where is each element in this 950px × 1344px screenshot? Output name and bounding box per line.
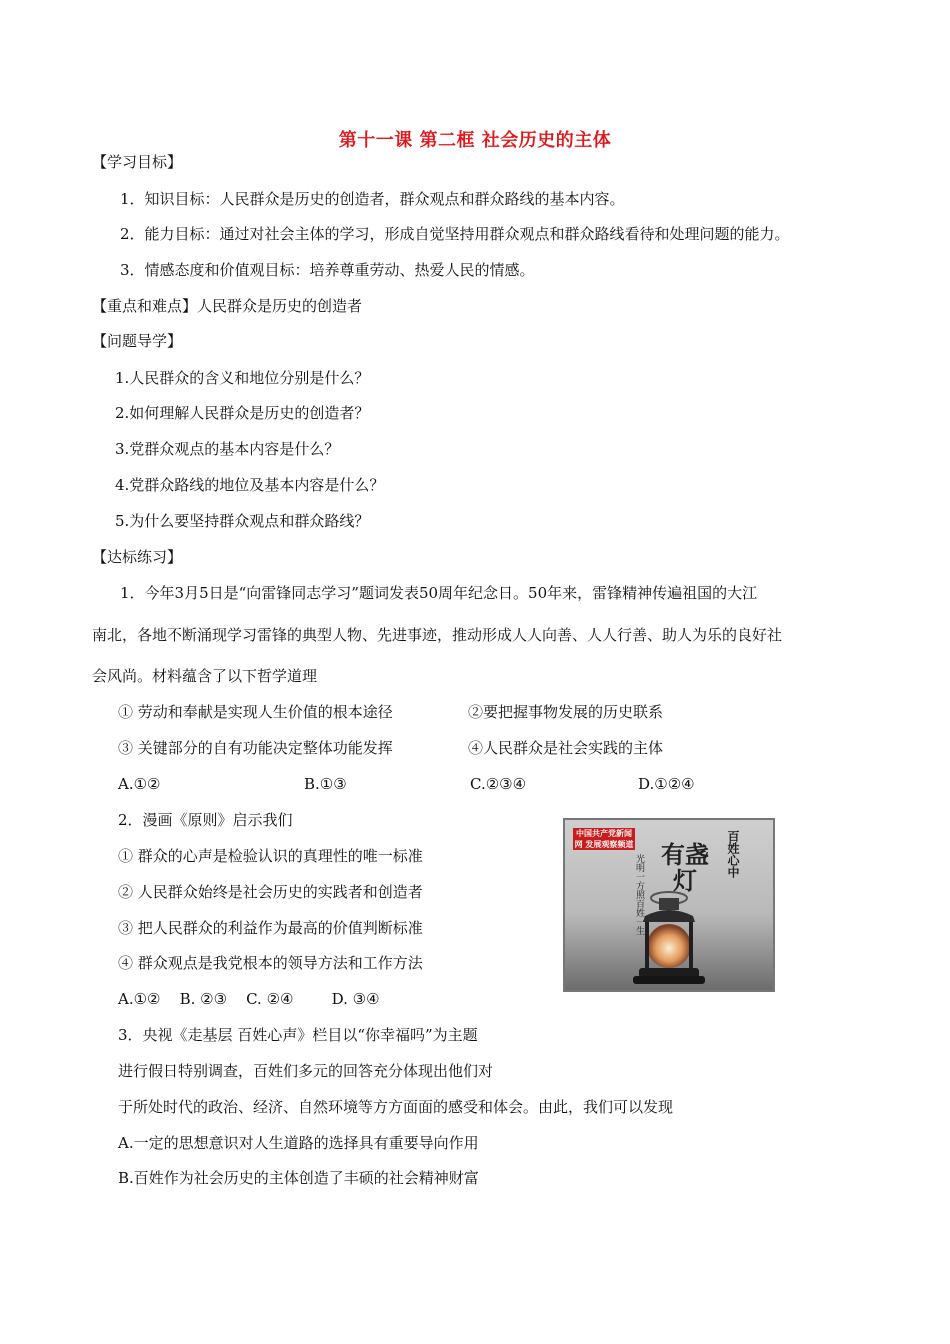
q2-stem: 2．漫画《原则》启示我们 [118, 811, 293, 829]
guide-question: 3.党群众观点的基本内容是什么？ [115, 440, 340, 458]
q2-statement: ③ 把人民群众的利益作为最高的价值判断标准 [118, 919, 423, 937]
goal-item: 2．能力目标：通过对社会主体的学习，形成自觉坚持用群众观点和群众路线看待和处理问题的能力。 [120, 225, 790, 243]
q3-option-b: B.百姓作为社会历史的主体创造了丰硕的社会精神财富 [118, 1169, 479, 1187]
q1-option-c: C.②③④ [470, 775, 527, 793]
q1-statement: ① 劳动和奉献是实现人生价值的根本途径 [118, 703, 393, 721]
q1-stem-line: 南北，各地不断涌现学习雷锋的典型人物、先进事迹，推动形成人人向善、人人行善、助人为乐的良好社 [92, 626, 783, 644]
q1-stem-line: 1．今年3月5日是“向雷锋同志学习”题词发表50周年纪念日。50年来，雷锋精神传遍祖国的大江 [120, 584, 758, 602]
q1-statement: ③ 关键部分的自有功能决定整体功能发挥 [118, 739, 393, 757]
q1-stem-line: 会风尚。材料蕴含了以下哲学道理 [92, 667, 318, 685]
q2-statement: ② 人民群众始终是社会历史的实践者和创造者 [118, 883, 423, 901]
q2-statement: ④ 群众观点是我党根本的领导方法和工作方法 [118, 954, 423, 972]
cartoon-big-text: 有盏灯 [661, 841, 709, 895]
key-points: 【重点和难点】人民群众是历史的创造者 [92, 297, 363, 315]
goal-item: 3．情感态度和价值观目标：培养尊重劳动、热爱人民的情感。 [120, 261, 535, 279]
q1-option-b: B.①③ [304, 775, 347, 793]
q1-statement: ④人民群众是社会实践的主体 [468, 739, 664, 757]
guide-question: 2.如何理解人民群众是历史的创造者？ [115, 404, 370, 422]
q1-option-a: A.①② [118, 775, 161, 793]
cartoon-vertical-text: 百姓心中 [726, 830, 740, 878]
goals-heading: 【学习目标】 [92, 153, 183, 171]
guide-question: 5.为什么要坚持群众观点和群众路线？ [115, 512, 370, 530]
guide-heading: 【问题导学】 [92, 332, 183, 350]
q1-statement: ②要把握事物发展的历史联系 [468, 703, 664, 721]
q2-statement: ① 群众的心声是检验认识的真理性的唯一标准 [118, 847, 423, 865]
goal-item: 1．知识目标：人民群众是历史的创造者，群众观点和群众路线的基本内容。 [120, 190, 625, 208]
lantern-icon [565, 820, 773, 990]
q3-option-a: A.一定的思想意识对人生道路的选择具有重要导向作用 [118, 1134, 479, 1152]
page-title: 第十一课 第二框 社会历史的主体 [338, 130, 612, 151]
guide-question: 4.党群众路线的地位及基本内容是什么？ [115, 476, 385, 494]
q2-options: A.①② B. ②③ C. ②④ D. ③④ [118, 990, 380, 1008]
cartoon-banner: 中国共产党新闻网 发展观察频道 [574, 829, 634, 849]
cartoon-image [563, 818, 775, 992]
q3-line: 于所处时代的政治、经济、自然环境等方方面面的感受和体会。由此，我们可以发现 [118, 1098, 674, 1116]
q3-line: 进行假日特别调查，百姓们多元的回答充分体现出他们对 [118, 1062, 494, 1080]
guide-question: 1.人民群众的含义和地位分别是什么？ [115, 369, 370, 387]
q3-line: 3．央视《走基层 百姓心声》栏目以“你幸福吗”为主题 [118, 1026, 478, 1044]
practice-heading: 【达标练习】 [92, 548, 183, 566]
cartoon-vertical-text: 光明一方照百姓一生 [634, 854, 644, 935]
q1-option-d: D.①②④ [638, 775, 695, 793]
